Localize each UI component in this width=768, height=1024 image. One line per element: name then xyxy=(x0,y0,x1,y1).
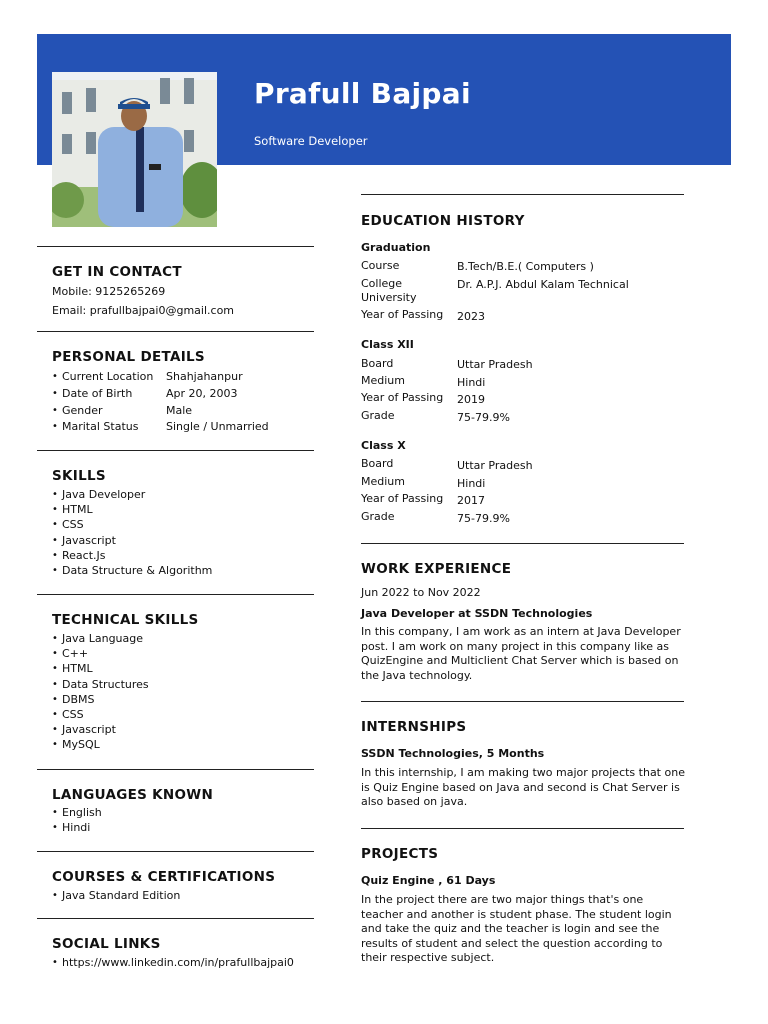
edu-value: Hindi xyxy=(457,376,486,389)
section-title-education: EDUCATION HISTORY xyxy=(361,213,525,229)
contact-mobile: Mobile: 9125265269 xyxy=(52,285,166,298)
edu-label: University xyxy=(361,291,417,304)
edu-label: Grade xyxy=(361,409,395,422)
edu-value: Dr. A.P.J. Abdul Kalam Technical xyxy=(457,278,629,291)
edu-label: Year of Passing xyxy=(361,391,444,404)
list-item: • HTML xyxy=(52,661,149,676)
divider xyxy=(361,194,684,195)
section-title-projects: PROJECTS xyxy=(361,846,439,862)
edu-label: Course xyxy=(361,259,400,272)
edu-value: 75-79.9% xyxy=(457,411,510,424)
list-item: • Javascript xyxy=(52,722,149,737)
languages-list xyxy=(52,805,102,835)
divider xyxy=(361,828,684,829)
list-item: • HTML xyxy=(52,502,212,517)
list-item: • Javascript xyxy=(52,533,212,548)
divider xyxy=(361,701,684,702)
social-links-list xyxy=(52,955,294,970)
list-item: • React.Js xyxy=(52,548,212,563)
work-position: Java Developer at SSDN Technologies xyxy=(361,607,593,620)
education-graduation-heading: Graduation xyxy=(361,241,431,254)
section-title-internships: INTERNSHIPS xyxy=(361,719,467,735)
divider xyxy=(361,543,684,544)
list-item: • Date of Birth Apr 20, 2003 xyxy=(52,386,302,403)
edu-label: Grade xyxy=(361,510,395,523)
courses-list xyxy=(52,888,180,903)
edu-value: Uttar Pradesh xyxy=(457,358,533,371)
edu-value: 2019 xyxy=(457,393,485,406)
education-class12-heading: Class XII xyxy=(361,338,414,351)
education-class10-heading: Class X xyxy=(361,439,406,452)
list-item: • Current Location Shahjahanpur xyxy=(52,369,302,386)
list-item: • English xyxy=(52,805,102,820)
list-item: • Marital Status Single / Unmarried xyxy=(52,419,302,436)
candidate-role: Software Developer xyxy=(254,134,368,148)
list-item: • C++ xyxy=(52,646,149,661)
section-title-languages: LANGUAGES KNOWN xyxy=(52,787,214,803)
divider xyxy=(37,246,314,247)
internship-heading: SSDN Technologies, 5 Months xyxy=(361,747,545,760)
list-item: • Data Structures xyxy=(52,677,149,692)
edu-label: Year of Passing xyxy=(361,492,444,505)
edu-value: Hindi xyxy=(457,477,486,490)
divider xyxy=(37,331,314,332)
list-item: • Gender Male xyxy=(52,403,302,420)
list-item: • CSS xyxy=(52,517,212,532)
list-item: • Java Standard Edition xyxy=(52,888,180,903)
divider xyxy=(37,851,314,852)
list-item: • MySQL xyxy=(52,737,149,752)
profile-photo xyxy=(52,72,217,227)
edu-value: Uttar Pradesh xyxy=(457,459,533,472)
internship-description: In this internship, I am making two major projects that one is Quiz Engine based on Java and second is Chat Server is also based on java. xyxy=(361,766,685,809)
list-item: • Data Structure & Algorithm xyxy=(52,563,212,578)
edu-label: Medium xyxy=(361,475,405,488)
section-title-personal: PERSONAL DETAILS xyxy=(52,349,205,365)
candidate-name: Prafull Bajpai xyxy=(254,77,471,110)
work-period: Jun 2022 to Nov 2022 xyxy=(361,586,481,599)
edu-value: 75-79.9% xyxy=(457,512,510,525)
section-title-courses: COURSES & CERTIFICATIONS xyxy=(52,869,276,885)
edu-label: Medium xyxy=(361,374,405,387)
section-title-contact: GET IN CONTACT xyxy=(52,264,182,280)
project-heading: Quiz Engine , 61 Days xyxy=(361,874,496,887)
list-item: • Java Developer xyxy=(52,487,212,502)
edu-label: Board xyxy=(361,357,394,370)
divider xyxy=(37,450,314,451)
skills-list xyxy=(52,487,212,578)
divider xyxy=(37,769,314,770)
divider xyxy=(37,594,314,595)
personal-details-list xyxy=(52,369,302,436)
edu-value: B.Tech/B.E.( Computers ) xyxy=(457,260,594,273)
list-item: • Java Language xyxy=(52,631,149,646)
section-title-social: SOCIAL LINKS xyxy=(52,936,161,952)
edu-label: College xyxy=(361,277,403,290)
list-item: • DBMS xyxy=(52,692,149,707)
contact-email: Email: prafullbajpai0@gmail.com xyxy=(52,304,235,317)
edu-value: 2017 xyxy=(457,494,485,507)
linkedin-link[interactable]: • https://www.linkedin.com/in/prafullbajpai0 xyxy=(52,955,294,970)
technical-skills-list xyxy=(52,631,149,753)
edu-label: Year of Passing xyxy=(361,308,444,321)
section-title-skills: SKILLS xyxy=(52,468,106,484)
section-title-technical-skills: TECHNICAL SKILLS xyxy=(52,612,199,628)
project-description: In the project there are two major things that's one teacher and another is student phase. The student login and take the quiz and the teacher is login and see the results of student and select the question according to their respective subject. xyxy=(361,893,672,965)
list-item: • Hindi xyxy=(52,820,102,835)
list-item: • CSS xyxy=(52,707,149,722)
section-title-work: WORK EXPERIENCE xyxy=(361,561,512,577)
work-description: In this company, I am work as an intern at Java Developer post. I am work on many project in this company like as QuizEngine and Multiclient Chat Server which is based on the Java technology. xyxy=(361,625,681,682)
edu-value: 2023 xyxy=(457,310,485,323)
edu-label: Board xyxy=(361,457,394,470)
divider xyxy=(37,918,314,919)
